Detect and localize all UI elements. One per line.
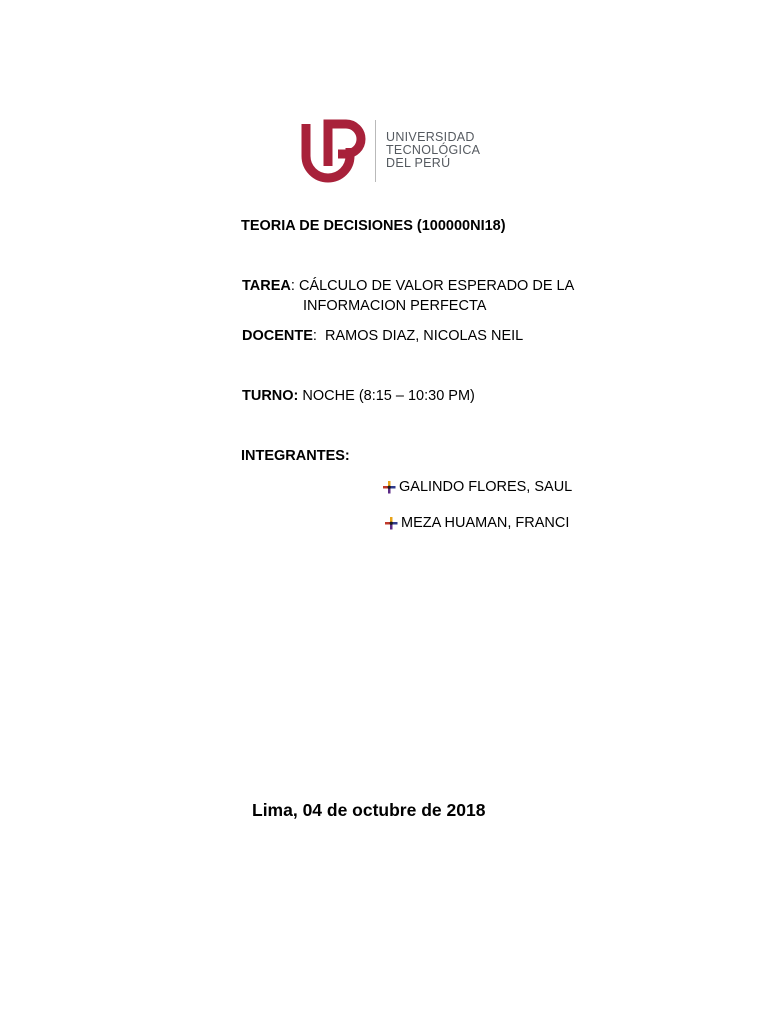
list-item	[382, 479, 572, 495]
tarea-value-line-2: INFORMACION PERFECTA	[303, 298, 487, 314]
docente-separator: :	[312, 328, 325, 344]
member-name: GALINDO FLORES, SAUL	[399, 479, 573, 495]
logo-divider	[375, 120, 376, 182]
docente-line	[242, 328, 523, 344]
docente-value: RAMOS DIAZ, NICOLAS NEIL	[325, 328, 524, 344]
flower-bullet-icon	[384, 516, 398, 530]
logo-wordmark	[386, 131, 480, 170]
member-name: MEZA HUAMAN, FRANCI	[401, 515, 570, 531]
turno-label: TURNO:	[242, 388, 299, 404]
docente-label: DOCENTE	[242, 328, 313, 344]
turno-line	[242, 388, 475, 404]
tarea-separator: :	[290, 278, 299, 294]
course-title: TEORIA DE DECISIONES (100000NI18)	[241, 218, 506, 234]
tarea-label: TAREA	[242, 278, 291, 294]
flower-bullet-icon	[382, 480, 396, 494]
integrantes-heading: INTEGRANTES:	[241, 448, 350, 464]
document-date: Lima, 04 de octubre de 2018	[252, 800, 486, 820]
tarea-value-line-1: CÁLCULO DE VALOR ESPERADO DE LA	[298, 278, 575, 294]
logo-line-3: DEL PERÚ	[386, 156, 451, 170]
university-logo	[300, 118, 480, 184]
logo-line-1: UNIVERSIDAD	[386, 130, 475, 144]
logo-line-2: TECNOLÓGICA	[386, 143, 481, 157]
list-item	[384, 515, 569, 531]
tarea-line	[242, 278, 574, 294]
turno-value: NOCHE (8:15 – 10:30 PM)	[302, 388, 475, 404]
utp-logo-mark-icon	[300, 118, 370, 184]
